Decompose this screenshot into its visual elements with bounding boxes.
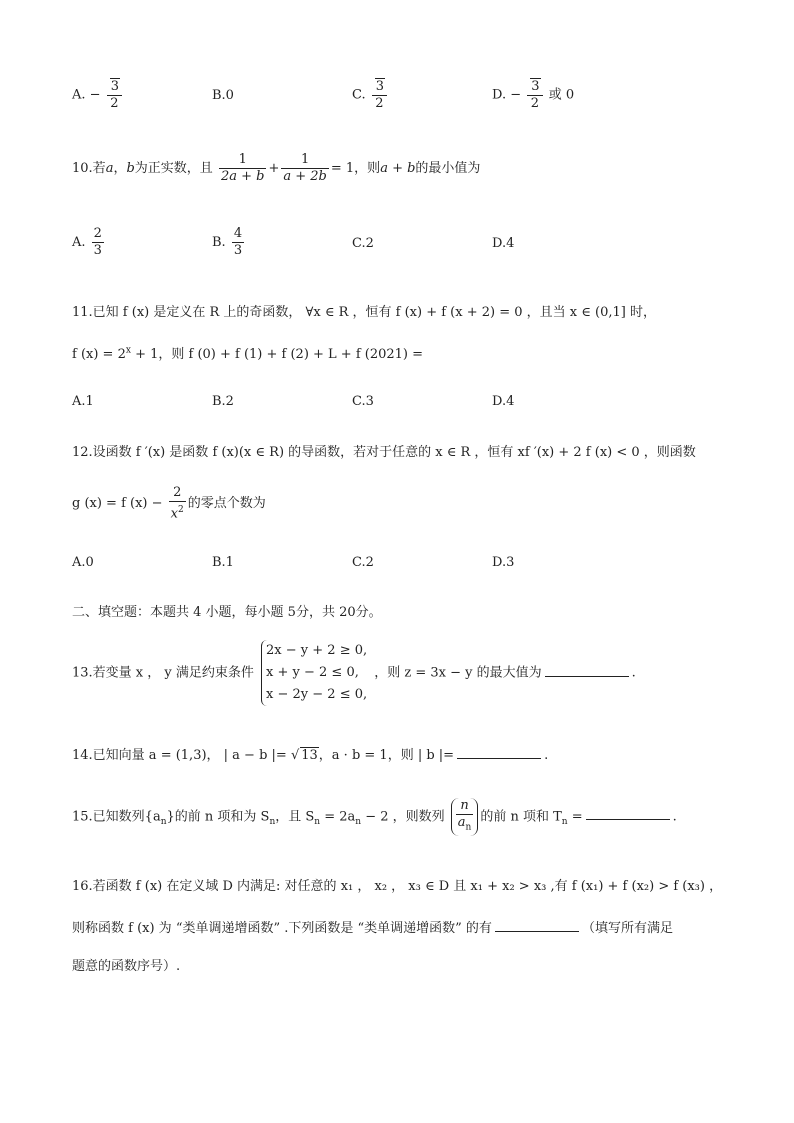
q14-stem: [72, 744, 548, 763]
q11-line2-a: f (x) = 2: [72, 347, 126, 362]
q10-option-a-label: A.: [72, 235, 86, 250]
q13-answer-blank[interactable]: [545, 664, 629, 677]
q15-fraction: [456, 798, 474, 836]
q10-b-den: 3: [233, 243, 243, 258]
q16-line2-a: 则称函数 f (x) 为 “类单调递增函数” .下列函数是 “类单调递增函数” 的有: [72, 921, 492, 936]
q10-expr: a + b: [380, 161, 416, 176]
q13-prefix: 13.若变量 x ， y 满足约束条件: [72, 665, 254, 681]
q9-c-den: 2: [375, 96, 384, 111]
q9-d-sqrt: 3: [531, 79, 540, 94]
q12-option-a: A.0: [72, 555, 94, 570]
q9-option-c: [352, 78, 389, 112]
q10-option-d: D.4: [492, 236, 515, 251]
q16-line-2: [72, 917, 673, 936]
q16-line2-b: （填写所有满足: [581, 921, 673, 936]
q12-frac-den: [169, 502, 186, 522]
q14-sqrt-val: 13: [301, 748, 318, 763]
q16-line-3: 题意的函数序号）.: [72, 959, 181, 974]
q11-option-d: D.4: [492, 394, 515, 409]
q14-end: .: [544, 748, 549, 763]
q9-c-fraction: [372, 78, 387, 112]
q15-frac-num: n: [456, 798, 474, 815]
q10-a-fraction: [92, 226, 104, 259]
q9-option-a: [72, 78, 124, 112]
q15-den-sub: n: [465, 822, 472, 833]
q10-frac-1: [219, 152, 267, 185]
q15-tail: 的前 n 项和 T: [480, 809, 562, 825]
q9-option-d: [492, 78, 574, 112]
q12-line2-a: g (x) = f (x) −: [72, 496, 163, 512]
q15-mid: }的前 n 项和为 S: [166, 809, 270, 825]
q15-end: .: [672, 809, 677, 825]
q11-option-a: A.1: [72, 394, 94, 409]
q13-constraint-system: [261, 640, 367, 706]
q10-frac-2: [281, 152, 329, 185]
q9-d-den: 2: [530, 96, 540, 111]
q16-answer-blank[interactable]: [495, 919, 579, 932]
q12-option-d: D.3: [492, 555, 515, 570]
q10-stem: [72, 152, 480, 185]
q12-option-b: B.1: [212, 555, 234, 570]
q10-end: 的最小值为: [415, 161, 481, 176]
q13-constraint-2: x + y − 2 ≤ 0,: [266, 665, 359, 680]
q13-stem: [72, 640, 636, 706]
q9-c-sqrt: 3: [375, 79, 385, 94]
q12-line-1: 12.设函数 f ′(x) 是函数 f (x)(x ∈ R) 的导函数，若对于任意的 x ∈ R ，恒有 xf ′(x) + 2 f (x) < 0 ，则函数: [72, 445, 696, 460]
q10-option-a: [72, 226, 106, 259]
q10-middle: 为正实数，且: [134, 161, 213, 176]
q10-plus: +: [268, 161, 280, 176]
q9-a-den: 2: [110, 96, 119, 111]
q14-tail: ，a · b = 1，则 | b |=: [318, 748, 455, 763]
q10-sep: ，: [113, 161, 127, 176]
q9-a-minus: −: [89, 87, 101, 103]
q11-line2-sup: x: [125, 345, 131, 356]
q10-option-b-label: B.: [212, 235, 226, 250]
q12-fraction: [169, 485, 186, 522]
q13-constraint-3: x − 2y − 2 ≤ 0,: [266, 687, 368, 702]
q15-tail2: =: [567, 809, 583, 825]
q10-a-num: 2: [93, 226, 102, 241]
q11-option-b: B.2: [212, 394, 234, 409]
q12-frac-num: 2: [169, 485, 186, 502]
q11-line-1: 11.已知 f (x) 是定义在 R 上的奇函数， ∀x ∈ R ，恒有 f (x) + f (x + 2) = 0 ，且当 x ∈ (0,1] 时，: [72, 305, 656, 320]
q13-constraint-1: 2x − y + 2 ≥ 0,: [266, 643, 368, 658]
q12-den-x: x: [170, 506, 179, 522]
q15-mid3: = 2a: [320, 809, 356, 825]
q10-frac2-num: 1: [281, 152, 329, 169]
q10-option-b: [212, 226, 246, 259]
q12-line-2: [72, 485, 266, 522]
q12-line2-b: 的零点个数为: [187, 496, 266, 512]
q13-mid: ，则 z = 3x − y 的最大值为: [374, 665, 542, 681]
q16-line-1: 16.若函数 f (x) 在定义域 D 内满足: 对任意的 x₁ ， x₂ ， x₃ ∈ D 且 x₁ + x₂ > x₃ ,有 f (x₁) + f (x₂) > f (x₃) ，: [72, 879, 723, 894]
q9-d-suffix: 或 0: [548, 87, 575, 103]
q15-sub3: n: [314, 816, 321, 827]
q10-var-a: a: [105, 161, 114, 176]
q15-frac-den: [456, 815, 474, 836]
q10-frac1-num: 1: [219, 152, 267, 169]
q10-tail: = 1，则: [330, 161, 381, 176]
q15-sub2: n: [269, 816, 276, 827]
q15-mid2: ，且 S: [275, 809, 315, 825]
q9-d-fraction: [527, 78, 542, 112]
q10-prefix: 10.若: [72, 161, 106, 176]
q11-option-c: C.3: [352, 394, 374, 409]
q11-line-2: [72, 343, 423, 362]
q9-a-fraction: [107, 78, 122, 112]
q10-a-den: 3: [93, 243, 102, 258]
q15-sequence-brace: [451, 798, 479, 836]
q14-text: 14.已知向量 a = (1,3)， | a − b |=: [72, 748, 287, 763]
q9-option-a-label: A.: [72, 87, 86, 103]
q12-den-sup: 2: [178, 505, 184, 515]
q15-sub4: n: [355, 816, 362, 827]
section-2-title: 二、填空题：本题共 4 小题，每小题 5分，共 20分。: [72, 605, 382, 620]
q9-a-sqrt: 3: [110, 79, 119, 94]
q10-frac2-den: a + 2b: [283, 169, 327, 184]
q15-stem: [72, 798, 677, 836]
q15-den-a: a: [457, 815, 466, 830]
q11-line2-b: + 1，则 f (0) + f (1) + f (2) + L + f (2021) =: [130, 347, 424, 362]
q9-option-b: B.0: [212, 88, 234, 103]
q15-answer-blank[interactable]: [586, 807, 670, 820]
q15-sub1: n: [160, 816, 167, 827]
q10-frac1-den: 2a + b: [220, 169, 265, 184]
q15-mid4: − 2 ，则数列: [361, 809, 445, 825]
q15-sub5: n: [561, 816, 568, 827]
q9-option-c-label: C.: [352, 87, 366, 103]
q15-prefix: 15.已知数列{a: [72, 809, 161, 825]
q9-d-minus: −: [510, 87, 522, 103]
q13-end: .: [631, 665, 636, 681]
q10-var-b: b: [126, 161, 135, 176]
q10-option-c: C.2: [352, 236, 374, 251]
q10-b-fraction: [232, 226, 244, 259]
q14-answer-blank[interactable]: [457, 746, 541, 759]
q10-b-num: 4: [233, 226, 243, 241]
q14-sqrt: √ 13: [290, 748, 318, 763]
q12-option-c: C.2: [352, 555, 374, 570]
q9-option-d-label: D.: [492, 87, 507, 103]
